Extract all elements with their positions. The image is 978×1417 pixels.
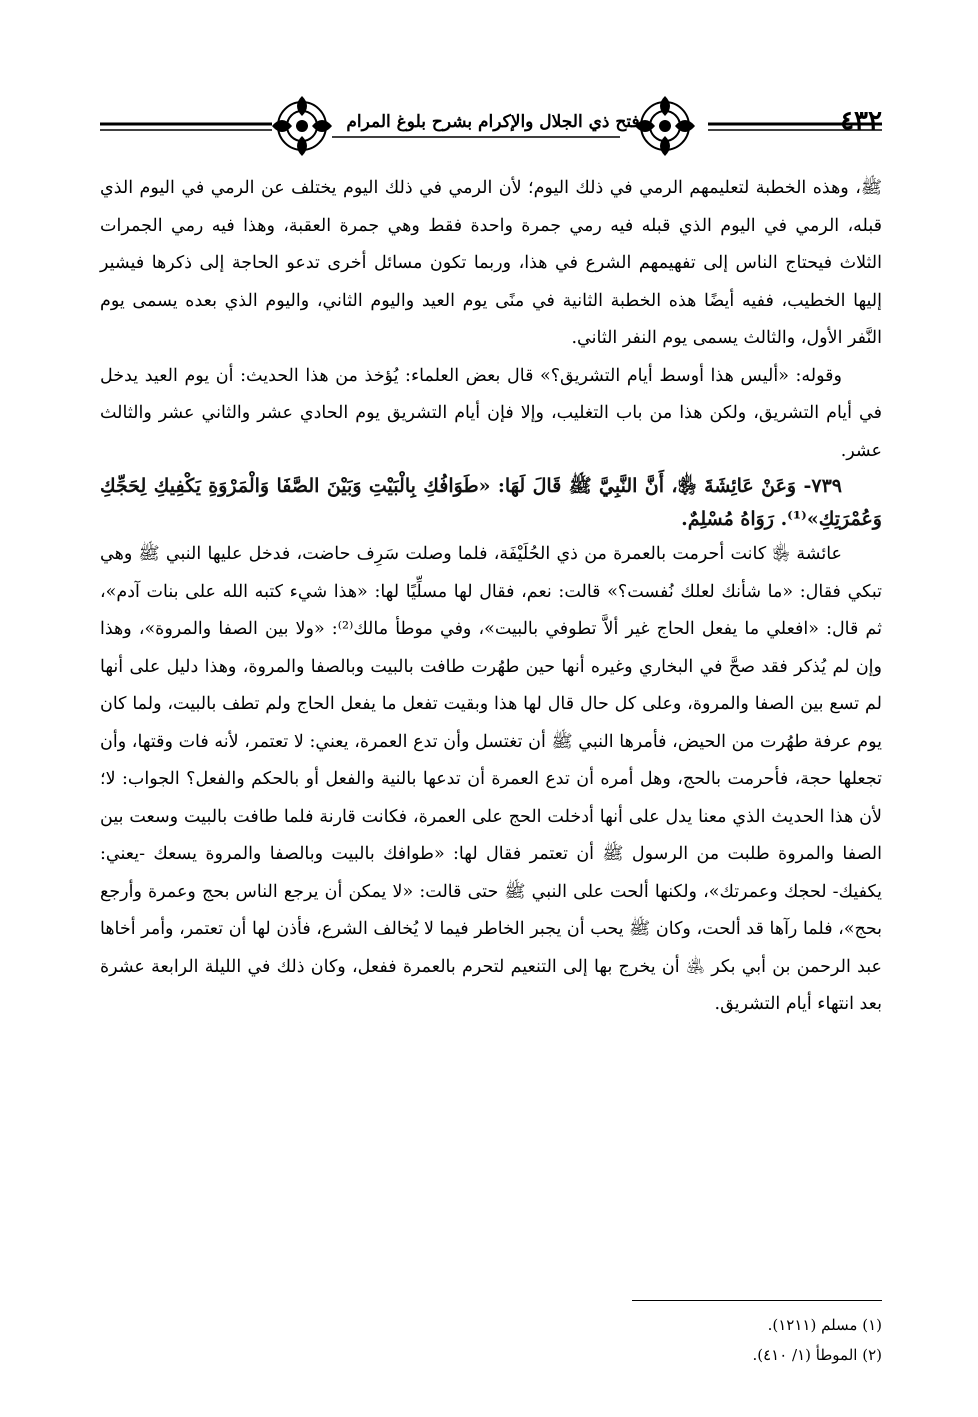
hadith-text: ٧٣٩- وَعَنْ عَائِشَةَ ﵂، أَنَّ النَّبِيَّ ﷺ قَالَ لَهَا: «طَوَافُكِ بِالْبَيْتِ وَبَيْنَ الصَّفَا وَالْمَرْوَةِ يَكْفِيكِ لِحَجِّكِ وَعُمْرَتِكِ»⁽¹⁾. رَوَاهُ مُسْلِمٌ.: [100, 475, 882, 530]
footnote-divider: [632, 1300, 882, 1301]
footnotes: [100, 1310, 882, 1370]
footnote: (٢) الموطأ (١/ ٤١٠).: [752, 1346, 882, 1364]
footnote: (١) مسلم (١٢١١).: [767, 1316, 882, 1334]
left-ornament: [272, 96, 332, 156]
book-title: فتح ذي الجلال والإكرام بشرح بلوغ المرام: [346, 112, 640, 132]
paragraph: عائشة ﵂ كانت أحرمت بالعمرة من ذي الحُلَيْفَة، فلما وصلت سَرِف حاضت، فدخل عليها النبي ﷺ وهي تبكي فقال: «ما شأنك لعلك نُفست؟» قالت: نعم، فقال لها مسلِّيًا لها: «هذا شيء كتبه الله على بنات آدم»، ثم قال: «افعلي ما يفعل الحاج غير ألاَّ تطوفي بالبيت»، وفي موطأ مالك⁽²⁾: «ولا بين الصفا والمروة»، وهذا وإن لم يُذكر فقد صحَّ في البخاري وغيره أنها حين طهُرت طافت بالبيت وبالصفا والمروة، وهذا دليل على أنها لم تسع بين الصفا والمروة، وعلى كل حال قال لها هذا وبقيت تفعل ما يفعل الحاج ولم تطف بالبيت، ولما كان يوم عرفة طهُرت من الحيض، فأمرها النبي ﷺ أن تغتسل وأن تدع العمرة، يعني: لا تعتمر، لأنه فات وقتها، وأن تجعلها حجة، فأحرمت بالحج، وهل أمره أن تدع العمرة أن تدعها بالنية والفعل أو بالحكم والفعل؟ الجواب: لا؛ لأن هذا الحديث الذي معنا يدل على أنها أدخلت الحج على العمرة، فكانت قارنة فلما طافت بالبيت وسعت بين الصفا والمروة طلبت من الرسول ﷺ أن تعتمر فقال لها: «طوافك بالبيت وبالصفا والمروة يسعك -يعني: يكفيك- لحجك وعمرتك»، ولكنها ألحت على النبي ﷺ حتى قالت: «لا يمكن أن يرجع الناس بحج وعمرة وأرجع بحج»، فلما رآها قد ألحت، وكان ﷺ يحب أن يجبر الخاطر فيما لا يُخالف الشرع، فأذن لها أن تعتمر، وأمر أخاها عبد الرحمن بن أبي بكر ﵁ أن يخرج بها إلى التنعيم لتحرم بالعمرة ففعل، وكان ذلك في الليلة الرابعة عشرة بعد انتهاء أيام التشريق.: [100, 544, 883, 1014]
paragraph: وقوله: «أليس هذا أوسط أيام التشريق؟» قال بعض العلماء: يُؤخذ من هذا الحديث: أن يوم العيد يدخل في أيام التشريق، ولكن هذا من باب التغليب، وإلا فإن أيام التشريق يوم الحادي عشر والثاني عشر والثالث عشر.: [100, 365, 882, 461]
page-header: [100, 92, 882, 164]
main-text: [100, 170, 882, 1024]
page-number: ٤٣٢: [840, 106, 882, 136]
paragraph: ﷺ، وهذه الخطبة لتعليمهم الرمي في ذلك اليوم؛ لأن الرمي في ذلك اليوم يختلف عن الرمي في اليوم الذي قبله، الرمي في اليوم الذي قبله فيه رمي جمرة واحدة فقط وهي جمرة العقبة، وهذا فيه رمي الجمرات الثلاث فيحتاج الناس إلى تفهيمهم الشرع في هذا، وربما تكون مسائل أخرى تدعو الحاجة إلى ذكرها فيشير إليها الخطيب، ففيه أيضًا هذه الخطبة الثانية في منًى يوم العيد واليوم الثاني، واليوم الذي بعده يسمى يوم النَّفر الأول، والثالث يسمى يوم النفر الثاني.: [100, 178, 882, 348]
